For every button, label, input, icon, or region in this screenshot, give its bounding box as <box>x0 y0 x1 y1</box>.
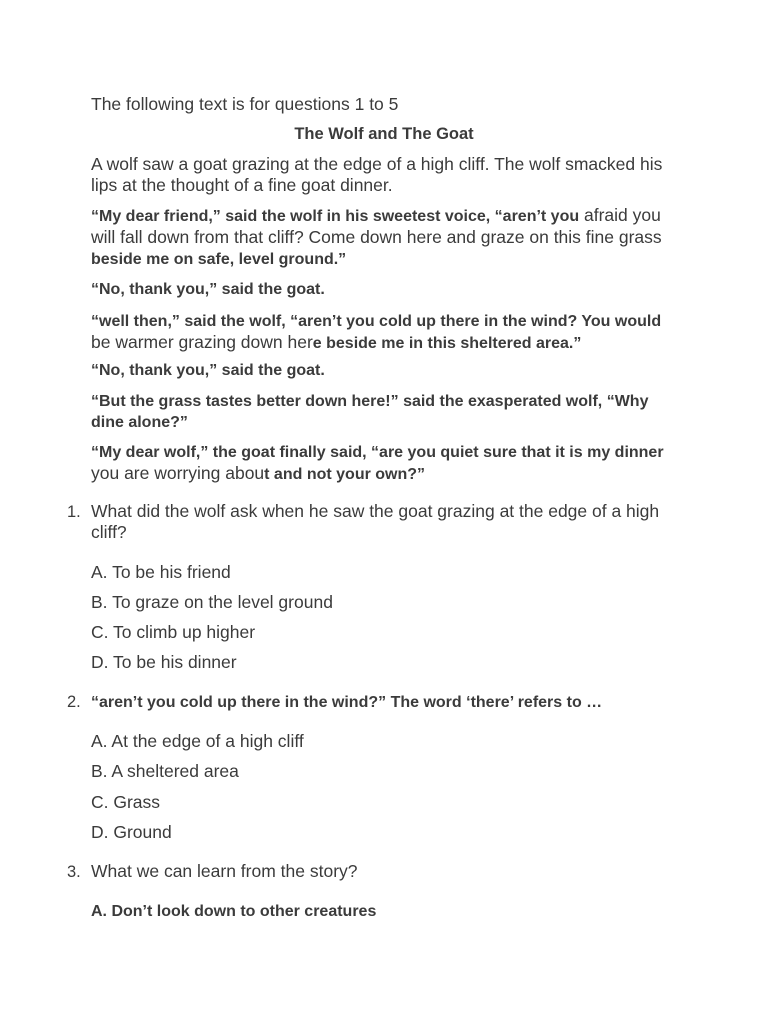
story-paragraph-2-bold-b: beside me on safe, level ground.” <box>91 251 347 268</box>
question-1-text: What did the wolf ask when he saw the goat grazing at the edge of a high cliff? <box>91 501 660 542</box>
story-paragraph-7-text: you are worrying abou <box>91 463 265 483</box>
question-1-number: 1. <box>67 503 81 521</box>
intro-text: The following text is for questions 1 to 5 <box>91 94 399 114</box>
question-2-option-d: D. Ground <box>91 822 172 842</box>
story-paragraph-4-text: be warmer grazing down her <box>91 332 313 352</box>
story-paragraph-2-bold-a: “My dear friend,” said the wolf in his sweetest voice, “aren’t you <box>91 208 580 225</box>
question-1-option-d: D. To be his dinner <box>91 652 237 672</box>
question-3-number: 3. <box>67 863 81 881</box>
question-2-number: 2. <box>67 693 81 711</box>
question-3-option-a: A. Don’t look down to other creatures <box>91 903 377 920</box>
story-paragraph-5: “No, thank you,” said the goat. <box>91 362 325 379</box>
story-paragraph-4-bold-b: e beside me in this sheltered area.” <box>312 335 582 352</box>
story-title: The Wolf and The Goat <box>294 125 474 143</box>
question-1-option-c: C. To climb up higher <box>91 622 256 642</box>
story-paragraph-1: A wolf saw a goat grazing at the edge of a high cliff. The wolf smacked his lips at the thought of a fine goat dinner. <box>91 154 663 195</box>
story-paragraph-3: “No, thank you,” said the goat. <box>91 281 325 298</box>
question-1-option-b: B. To graze on the level ground <box>91 592 333 612</box>
question-3-text: What we can learn from the story? <box>91 861 358 881</box>
question-2-text: “aren’t you cold up there in the wind?” The word ‘there’ refers to … <box>91 694 603 711</box>
question-2-option-a: A. At the edge of a high cliff <box>91 731 304 751</box>
story-paragraph-7 <box>91 441 678 485</box>
question-1-option-a: A. To be his friend <box>91 562 231 582</box>
story-paragraph-6: “But the grass tastes better down here!” said the exasperated wolf, “Why dine alone?” <box>91 393 649 431</box>
story-paragraph-7-bold-b: t and not your own?” <box>264 466 426 483</box>
story-paragraph-7-bold-a: “My dear wolf,” the goat finally said, “are you quiet sure that it is my dinner <box>91 444 664 461</box>
story-paragraph-4 <box>91 310 678 354</box>
question-2-option-c: C. Grass <box>91 792 161 812</box>
story-paragraph-2 <box>91 205 678 270</box>
story-paragraph-4-bold-a: “well then,” said the wolf, “aren’t you cold up there in the wind? You would <box>91 313 662 330</box>
question-2-option-b: B. A sheltered area <box>91 761 239 781</box>
story-paragraph-2-text: afraid you will fall down from that cliff? Come down here and graze on this fine grass <box>91 205 662 247</box>
